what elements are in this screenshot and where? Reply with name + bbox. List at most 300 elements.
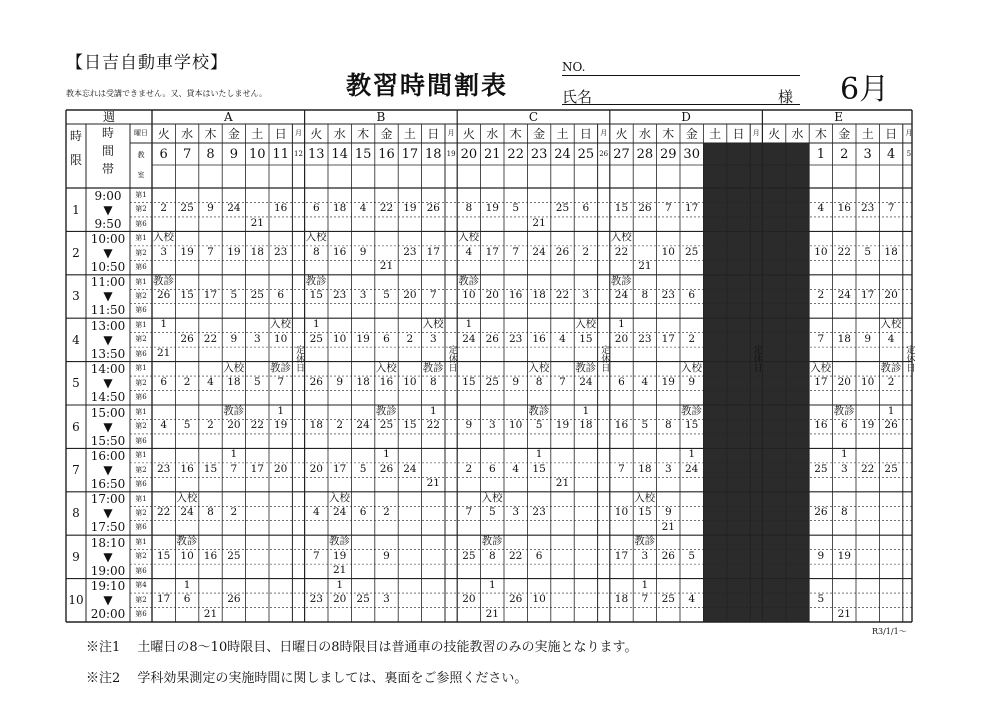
period-start: 13:00 <box>90 318 126 333</box>
lesson-number: 23 <box>861 202 875 215</box>
day-header: 木 <box>814 126 827 141</box>
date-cell: 28 <box>636 146 654 162</box>
lesson-number: 6 <box>277 289 285 302</box>
jikantai-label-2: 間 <box>101 144 114 158</box>
closed-day-label: 定休日 <box>293 344 304 372</box>
lesson-number: 5 <box>359 462 367 475</box>
entry-label: 教診 <box>681 405 702 417</box>
lesson-number: 4 <box>465 245 473 258</box>
lesson-number: 19 <box>333 549 347 562</box>
lesson-number: 5 <box>488 506 496 519</box>
period-end: 15:50 <box>90 433 126 448</box>
room-label: 第6 <box>135 219 147 228</box>
lesson-number: 20 <box>837 376 851 389</box>
lesson-number: 18 <box>614 593 629 606</box>
lesson-number: 3 <box>512 506 520 519</box>
lesson-number: 1 <box>160 318 168 331</box>
lesson-number: 23 <box>309 593 323 606</box>
date-cell: 22 <box>507 146 524 162</box>
room-label: 第1 <box>135 407 147 416</box>
lesson-number: 2 <box>230 506 238 519</box>
entry-label: 入校 <box>223 361 245 374</box>
lesson-number: 26 <box>485 332 499 345</box>
closed-day-label: 定休日 <box>446 344 457 372</box>
lesson-number: 18 <box>638 462 652 475</box>
lesson-number: 2 <box>207 419 214 432</box>
entry-label: 教診 <box>458 274 480 287</box>
room-label: 第6 <box>135 480 147 489</box>
entry-label: 入校 <box>634 491 656 504</box>
lesson-number: 21 <box>661 520 675 533</box>
lesson-number: 3 <box>582 289 590 302</box>
lesson-number: 25 <box>462 549 476 562</box>
period-arrow: ▼ <box>103 506 113 521</box>
lesson-number: 6 <box>183 593 191 606</box>
lesson-number: 8 <box>840 506 848 519</box>
lesson-number: 18 <box>532 289 546 302</box>
number-label: NO. <box>562 60 586 74</box>
period-arrow: ▼ <box>103 332 113 347</box>
date-cell: 15 <box>354 146 372 162</box>
entry-label: 入校 <box>422 318 444 331</box>
lesson-number: 1 <box>312 318 320 331</box>
day-header: 木 <box>662 126 675 141</box>
lesson-number: 9 <box>465 419 473 432</box>
day-header: 水 <box>333 126 346 141</box>
period-arrow: ▼ <box>103 462 113 477</box>
lesson-number: 19 <box>485 202 499 215</box>
date-cell: 24 <box>554 146 571 162</box>
period-end: 19:00 <box>90 563 126 578</box>
room-label: 第1 <box>135 364 147 373</box>
lesson-number: 8 <box>641 289 649 302</box>
room-label: 第2 <box>135 595 147 604</box>
lesson-number: 10 <box>532 593 546 606</box>
lesson-number: 23 <box>532 506 546 519</box>
lesson-number: 20 <box>333 593 347 606</box>
date-cell: 7 <box>182 146 192 162</box>
lesson-number: 3 <box>488 419 496 432</box>
block-name: C <box>528 110 539 124</box>
day-header: 月 <box>447 129 455 137</box>
jikantai-label-1: 時 <box>101 126 114 140</box>
lesson-number: 1 <box>383 448 390 461</box>
lesson-number: 21 <box>638 260 652 273</box>
lesson-number: 20 <box>309 462 323 475</box>
lesson-number: 26 <box>379 462 394 475</box>
lesson-number: 7 <box>230 462 238 475</box>
lesson-number: 9 <box>864 332 872 345</box>
lesson-number: 16 <box>203 549 218 562</box>
entry-label: 入校 <box>528 361 550 374</box>
date-cell: 1 <box>816 146 826 162</box>
period-arrow: ▼ <box>103 376 113 391</box>
lesson-number: 16 <box>837 202 851 215</box>
day-header: 日 <box>274 126 287 141</box>
lesson-number: 18 <box>227 376 241 389</box>
school-name: 【日吉自動車学校】 <box>66 53 228 73</box>
lesson-number: 21 <box>837 607 851 620</box>
day-header: 火 <box>462 126 475 141</box>
lesson-number: 7 <box>207 245 214 258</box>
lesson-number: 21 <box>333 564 347 577</box>
lesson-number: 15 <box>462 376 476 389</box>
lesson-number: 25 <box>884 462 898 475</box>
lesson-number: 7 <box>817 332 825 345</box>
lesson-number: 3 <box>641 549 649 562</box>
lesson-number: 8 <box>488 549 496 562</box>
lesson-number: 1 <box>336 578 344 591</box>
lesson-number: 9 <box>664 506 672 519</box>
day-header: 水 <box>181 126 194 141</box>
period-arrow: ▼ <box>103 593 113 608</box>
date-cell: 13 <box>308 146 325 162</box>
lesson-number: 18 <box>250 245 264 258</box>
lesson-number: 19 <box>555 419 570 432</box>
period-end: 9:50 <box>94 216 122 231</box>
room-label: 第1 <box>135 234 147 243</box>
name-label: 氏名 <box>562 88 593 106</box>
lesson-number: 18 <box>333 202 347 215</box>
lesson-number: 10 <box>614 506 629 519</box>
period-end: 10:50 <box>90 259 126 274</box>
lesson-number: 17 <box>614 549 629 562</box>
lesson-number: 8 <box>207 506 214 519</box>
lesson-number: 18 <box>579 419 593 432</box>
date-cell: 20 <box>460 146 478 162</box>
lesson-number: 24 <box>356 419 370 432</box>
day-header: 火 <box>615 126 628 141</box>
lesson-number: 7 <box>277 376 285 389</box>
entry-label: 入校 <box>880 318 902 331</box>
entry-label: 教診 <box>880 361 902 374</box>
lesson-number: 2 <box>183 376 191 389</box>
entry-label: 入校 <box>681 361 702 374</box>
period-end: 20:00 <box>90 607 126 622</box>
lesson-number: 22 <box>203 332 218 345</box>
lesson-number: 1 <box>535 448 543 461</box>
day-header: 日 <box>579 126 592 141</box>
lesson-number: 8 <box>465 202 473 215</box>
lesson-number: 21 <box>555 477 570 490</box>
lesson-number: 15 <box>638 506 652 519</box>
entry-label: 教診 <box>375 405 397 417</box>
lesson-number: 26 <box>555 245 570 258</box>
period-start: 11:00 <box>90 275 126 290</box>
lesson-number: 18 <box>837 332 851 345</box>
lesson-number: 6 <box>618 376 625 389</box>
lesson-number: 21 <box>426 477 440 490</box>
entry-label: 教診 <box>270 361 291 374</box>
room-label: 第2 <box>135 552 147 561</box>
date-cell: 11 <box>272 146 289 162</box>
room-label: 第6 <box>135 306 147 315</box>
lesson-number: 5 <box>641 419 649 432</box>
lesson-number: 6 <box>840 419 848 432</box>
lesson-number: 24 <box>614 289 629 302</box>
day-header: 水 <box>638 126 651 141</box>
lesson-number: 24 <box>837 289 851 302</box>
day-header: 日 <box>885 126 898 141</box>
lesson-number: 19 <box>180 245 194 258</box>
day-header: 木 <box>509 126 522 141</box>
lesson-number: 8 <box>535 376 543 389</box>
room-label: 第6 <box>135 566 147 575</box>
period-arrow: ▼ <box>103 289 113 304</box>
lesson-number: 25 <box>814 462 828 475</box>
period-start: 18:10 <box>90 535 126 550</box>
lesson-number: 24 <box>227 202 241 215</box>
lesson-number: 16 <box>532 332 546 345</box>
block-name: D <box>681 110 691 124</box>
room-label: 第6 <box>135 263 147 272</box>
room-label: 第2 <box>135 248 147 257</box>
lesson-number: 20 <box>227 419 241 432</box>
lesson-number: 7 <box>641 593 649 606</box>
lesson-number: 15 <box>532 462 546 475</box>
lesson-number: 22 <box>861 462 875 475</box>
lesson-number: 10 <box>403 376 417 389</box>
period-end: 17:50 <box>90 520 126 535</box>
date-cell: 2 <box>840 146 849 162</box>
period-start: 19:10 <box>90 579 126 594</box>
day-header: 木 <box>204 126 217 141</box>
lesson-number: 16 <box>180 462 194 475</box>
lesson-number: 26 <box>157 289 171 302</box>
lesson-number: 7 <box>465 506 473 519</box>
lesson-number: 23 <box>403 245 417 258</box>
lesson-number: 2 <box>817 289 825 302</box>
lesson-number: 21 <box>485 607 499 620</box>
day-header: 火 <box>157 126 170 141</box>
lesson-number: 7 <box>429 289 437 302</box>
lesson-number: 25 <box>685 245 699 258</box>
lesson-number: 19 <box>274 419 288 432</box>
date-cell: 9 <box>229 146 239 162</box>
entry-label: 教診 <box>422 361 444 374</box>
entry-label: 教診 <box>833 405 855 417</box>
day-header: 金 <box>838 126 851 141</box>
period-number: 4 <box>72 332 80 347</box>
closed-day-label: 定休日 <box>599 344 610 372</box>
lesson-number: 6 <box>359 506 367 519</box>
day-header: 月 <box>905 129 913 137</box>
date-cell: 25 <box>577 146 595 162</box>
lesson-number: 25 <box>485 376 499 389</box>
lesson-number: 25 <box>356 593 370 606</box>
closed-day-label: 定休日 <box>904 344 915 372</box>
entry-label: 入校 <box>375 361 397 374</box>
lesson-number: 24 <box>685 462 699 475</box>
lesson-number: 26 <box>509 593 523 606</box>
lesson-number: 25 <box>250 289 264 302</box>
entry-label: 入校 <box>458 231 480 244</box>
room-label: 第6 <box>135 349 147 358</box>
lesson-number: 6 <box>312 202 320 215</box>
lesson-number: 1 <box>465 318 473 331</box>
entry-label: 入校 <box>305 231 327 244</box>
lesson-number: 7 <box>618 462 625 475</box>
period-number: 3 <box>72 289 80 304</box>
date-cell: 6 <box>159 146 168 162</box>
lesson-number: 21 <box>203 607 218 620</box>
period-number: 5 <box>72 376 80 391</box>
day-header: 土 <box>861 126 874 141</box>
lesson-number: 23 <box>333 289 347 302</box>
lesson-number: 15 <box>309 289 323 302</box>
entry-label: 入校 <box>810 361 832 374</box>
lesson-number: 15 <box>614 202 629 215</box>
lesson-number: 1 <box>641 578 649 591</box>
lesson-number: 25 <box>661 593 675 606</box>
lesson-number: 5 <box>864 245 872 258</box>
lesson-number: 6 <box>488 462 496 475</box>
entry-label: 教診 <box>481 535 503 548</box>
lesson-number: 1 <box>429 405 437 417</box>
lesson-number: 15 <box>403 419 417 432</box>
room-label: 第4 <box>135 581 147 590</box>
lesson-number: 7 <box>664 202 672 215</box>
period-end: 11:50 <box>90 303 126 318</box>
date-cell: 14 <box>331 146 348 162</box>
day-header: 金 <box>685 126 698 141</box>
lesson-number: 9 <box>336 376 344 389</box>
lesson-number: 20 <box>462 593 476 606</box>
lesson-number: 16 <box>814 419 828 432</box>
lesson-number: 10 <box>814 245 828 258</box>
date-cell: 30 <box>683 146 700 162</box>
lesson-number: 1 <box>183 578 191 591</box>
lesson-number: 23 <box>274 245 288 258</box>
lesson-number: 18 <box>884 245 898 258</box>
room-label: 第2 <box>135 335 147 344</box>
lesson-number: 26 <box>638 202 652 215</box>
period-number: 6 <box>72 419 80 434</box>
lesson-number: 22 <box>555 289 570 302</box>
lesson-number: 26 <box>814 506 828 519</box>
room-label: 第1 <box>135 190 147 199</box>
entry-label: 入校 <box>575 318 597 331</box>
lesson-number: 26 <box>227 593 241 606</box>
lesson-number: 16 <box>274 202 288 215</box>
period-number: 8 <box>72 506 80 521</box>
lesson-number: 4 <box>512 462 520 475</box>
entry-label: 教診 <box>223 405 245 417</box>
lesson-number: 17 <box>426 245 440 258</box>
lesson-number: 15 <box>180 289 194 302</box>
day-header: 月 <box>752 129 760 137</box>
lesson-number: 24 <box>180 506 194 519</box>
lesson-number: 21 <box>379 260 394 273</box>
lesson-number: 6 <box>582 202 590 215</box>
lesson-number: 20 <box>274 462 288 475</box>
lesson-number: 7 <box>559 376 566 389</box>
lesson-number: 1 <box>688 448 696 461</box>
lesson-number: 3 <box>429 332 437 345</box>
lesson-number: 6 <box>535 549 543 562</box>
lesson-number: 3 <box>383 593 390 606</box>
entry-label: 入校 <box>481 491 503 504</box>
lesson-number: 4 <box>559 332 566 345</box>
lesson-number: 4 <box>641 376 649 389</box>
lesson-number: 15 <box>579 332 593 345</box>
lesson-number: 8 <box>312 245 320 258</box>
lesson-number: 10 <box>462 289 476 302</box>
lesson-number: 1 <box>277 405 285 417</box>
lesson-number: 22 <box>509 549 523 562</box>
lesson-number: 9 <box>359 245 367 258</box>
lesson-number: 4 <box>312 506 320 519</box>
period-start: 15:00 <box>90 405 126 420</box>
lesson-number: 3 <box>253 332 261 345</box>
lesson-number: 6 <box>383 332 390 345</box>
entry-label: 教診 <box>610 274 632 287</box>
date-cell: 3 <box>863 146 872 162</box>
lesson-number: 2 <box>688 332 696 345</box>
day-header: 土 <box>556 126 569 141</box>
room-label: 第2 <box>135 422 147 431</box>
lesson-number: 25 <box>379 419 394 432</box>
day-header: 火 <box>310 126 323 141</box>
lesson-number: 17 <box>157 593 171 606</box>
lesson-number: 2 <box>406 332 414 345</box>
day-header: 土 <box>403 126 416 141</box>
jikantai-label-3: 帯 <box>101 162 114 176</box>
lesson-number: 10 <box>274 332 288 345</box>
lesson-number: 10 <box>509 419 523 432</box>
lesson-number: 7 <box>887 202 895 215</box>
lesson-number: 4 <box>887 332 895 345</box>
room-label: 第2 <box>135 378 147 387</box>
room-label: 第2 <box>135 465 147 474</box>
lesson-number: 17 <box>661 332 675 345</box>
lesson-number: 19 <box>227 245 241 258</box>
lesson-number: 16 <box>509 289 523 302</box>
lesson-number: 1 <box>488 578 496 591</box>
note-2: ※注2 学科効果測定の実施時間に関しましては、裏面をご参照ください。 <box>86 671 528 686</box>
lesson-number: 24 <box>333 506 347 519</box>
date-cell: 17 <box>401 146 419 162</box>
lesson-number: 23 <box>509 332 523 345</box>
lesson-number: 16 <box>614 419 629 432</box>
period-start: 14:00 <box>90 362 126 377</box>
lesson-number: 9 <box>512 376 520 389</box>
lesson-number: 9 <box>230 332 238 345</box>
day-header: 月 <box>294 129 302 137</box>
lesson-number: 4 <box>817 202 825 215</box>
lesson-number: 17 <box>203 289 218 302</box>
lesson-number: 17 <box>250 462 264 475</box>
entry-label: 教診 <box>634 535 656 548</box>
period-number: 7 <box>72 463 80 478</box>
room-label: 第6 <box>135 610 147 619</box>
period-end: 13:50 <box>90 346 126 361</box>
page-title: 教習時間割表 <box>346 71 509 100</box>
lesson-number: 5 <box>535 419 543 432</box>
lesson-number: 4 <box>207 376 214 389</box>
lesson-number: 22 <box>157 506 171 519</box>
lesson-number: 15 <box>685 419 699 432</box>
date-cell: 26 <box>599 149 609 158</box>
lesson-number: 9 <box>207 202 214 215</box>
entry-label: 入校 <box>329 491 350 504</box>
lesson-number: 23 <box>157 462 171 475</box>
lesson-number: 5 <box>688 549 696 562</box>
lesson-number: 1 <box>618 318 625 331</box>
lesson-number: 17 <box>685 202 699 215</box>
lesson-number: 24 <box>403 462 417 475</box>
lesson-number: 3 <box>664 462 672 475</box>
